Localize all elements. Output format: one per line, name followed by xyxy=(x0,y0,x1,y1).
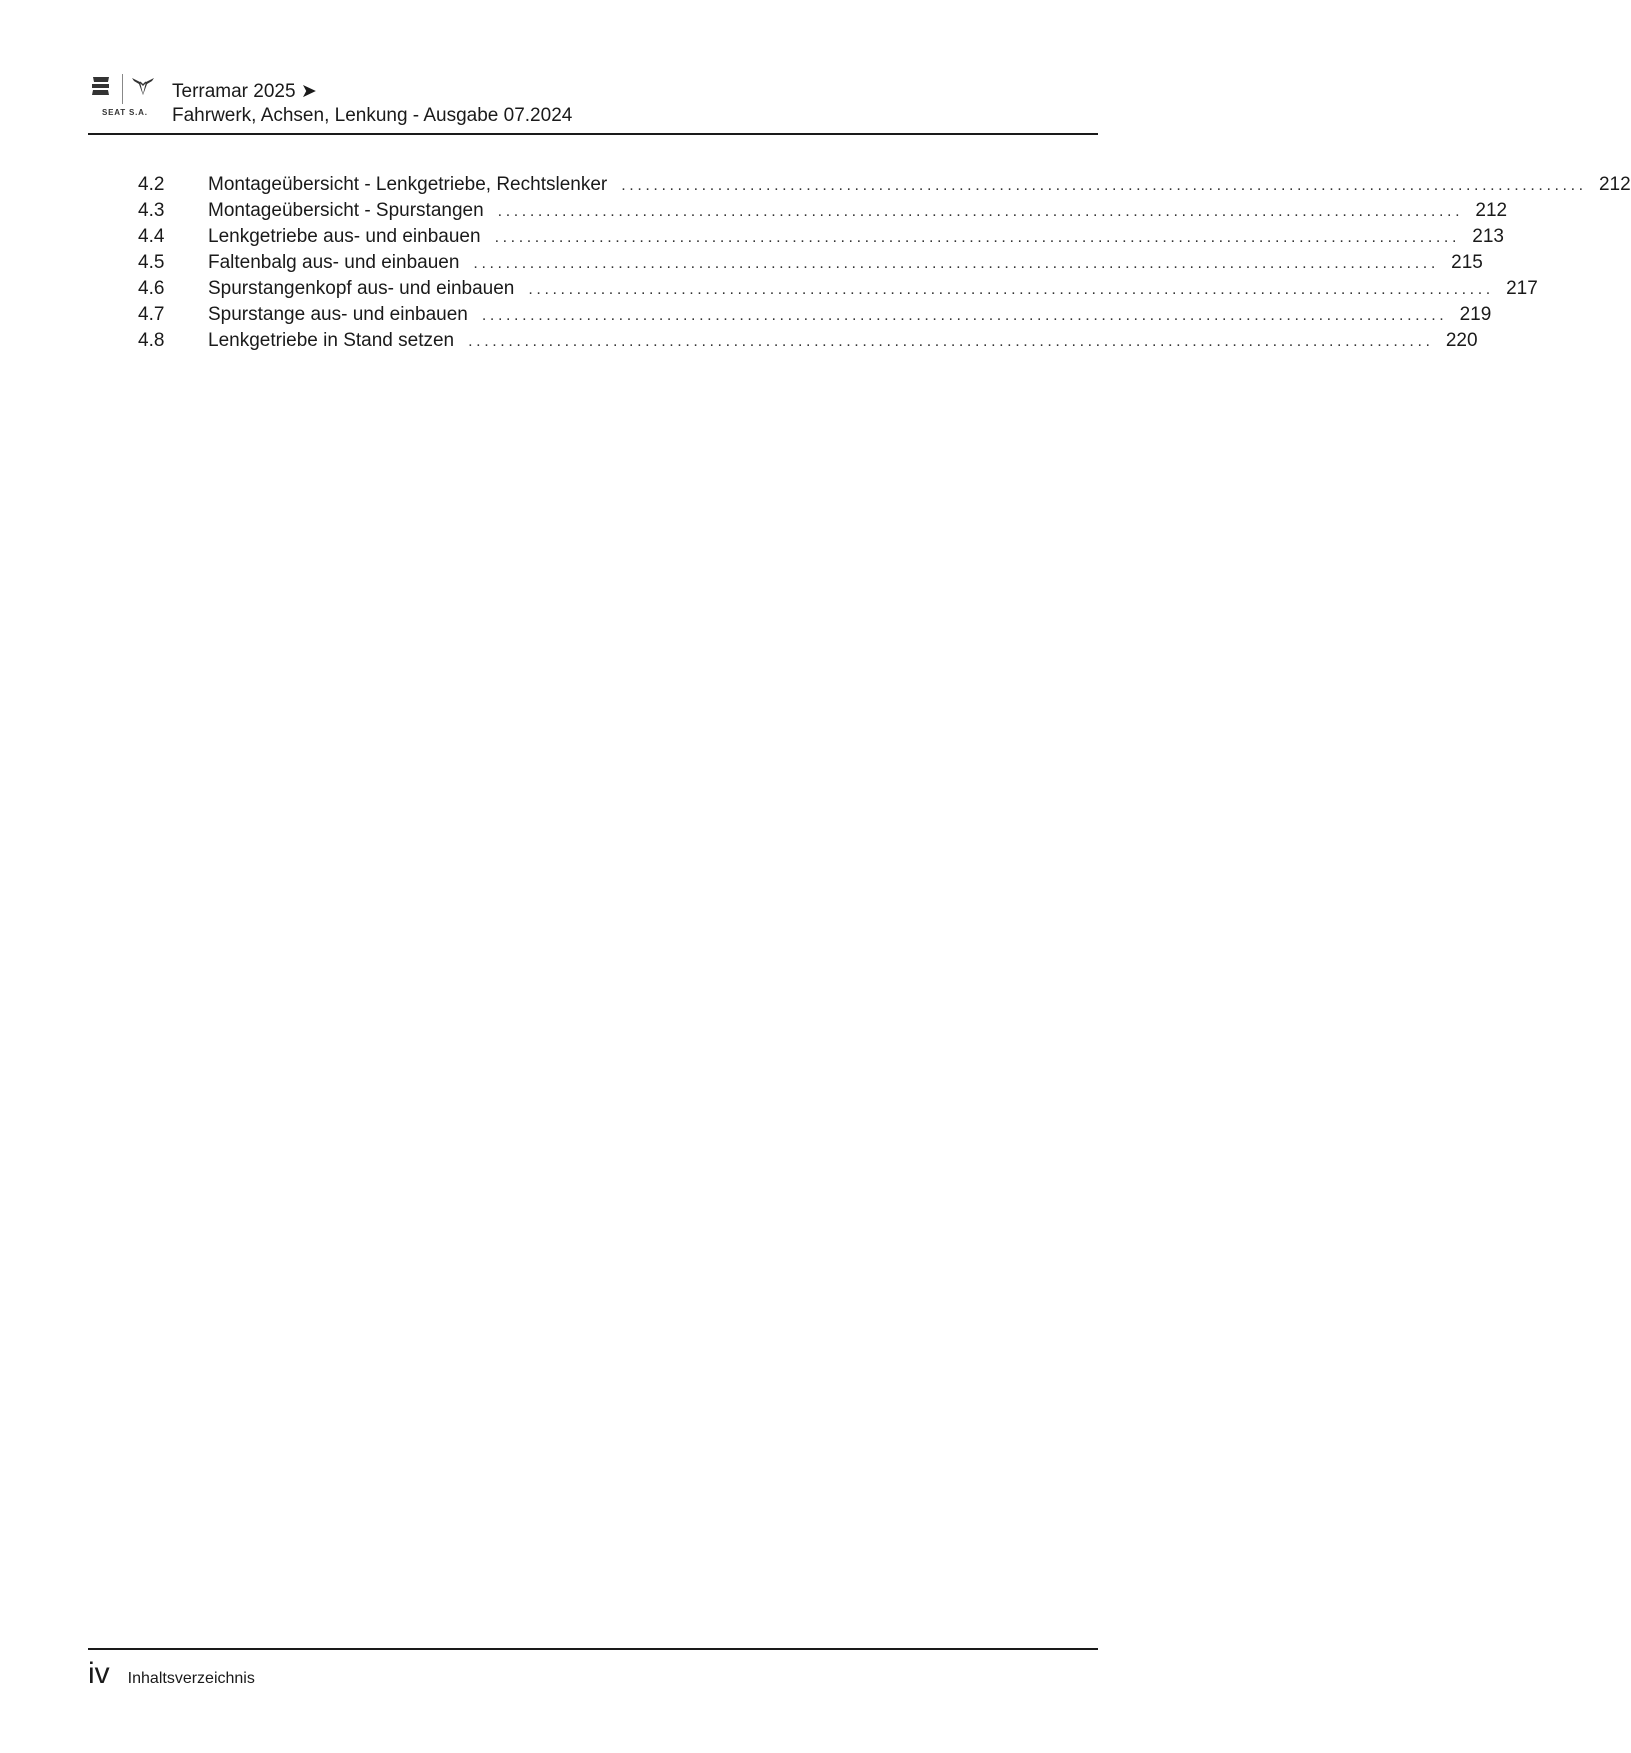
toc-title[interactable]: Spurstangenkopf aus- und einbauen xyxy=(208,278,515,299)
toc-page[interactable]: 220 xyxy=(1445,330,1478,351)
toc-leader: ........................................................................................................................ xyxy=(481,307,1448,324)
logo-text: SEAT S.A. xyxy=(102,108,148,117)
toc-number: 4.4 xyxy=(138,226,165,247)
toc-page[interactable]: 212 xyxy=(1598,174,1631,195)
toc-leader: ........................................................................................................................ xyxy=(473,255,1439,272)
toc-page[interactable]: 212 xyxy=(1475,200,1508,221)
toc-page[interactable]: 215 xyxy=(1451,252,1483,273)
toc-page[interactable]: 217 xyxy=(1506,278,1538,299)
toc-number: 4.5 xyxy=(138,252,165,273)
seat-cupra-logo xyxy=(88,74,158,124)
toc-leader: ........................................................................................................................ xyxy=(497,203,1464,220)
table-of-contents xyxy=(138,172,1631,354)
toc-number: 4.7 xyxy=(138,304,165,325)
toc-entry[interactable] xyxy=(138,302,1492,328)
toc-number: 4.3 xyxy=(138,200,165,221)
header-divider xyxy=(88,133,1098,135)
header-titles xyxy=(172,80,572,128)
toc-title[interactable]: Faltenbalg aus- und einbauen xyxy=(208,252,460,273)
toc-title[interactable]: Montageübersicht - Lenkgetriebe, Rechtslenker xyxy=(208,174,608,195)
toc-leader: ........................................................................................................................ xyxy=(494,229,1460,246)
toc-entry[interactable] xyxy=(138,198,1508,224)
toc-entry[interactable] xyxy=(138,250,1483,276)
toc-title[interactable]: Lenkgetriebe aus- und einbauen xyxy=(208,226,481,247)
page-header xyxy=(88,74,1098,134)
page-footer xyxy=(88,1656,255,1692)
document-title: Terramar 2025 ➤ xyxy=(172,81,317,102)
toc-page[interactable]: 219 xyxy=(1459,304,1492,325)
toc-entry[interactable] xyxy=(138,276,1538,302)
toc-number: 4.6 xyxy=(138,278,165,299)
cupra-logo-icon xyxy=(131,76,155,96)
seat-logo-icon xyxy=(91,76,110,96)
toc-number: 4.2 xyxy=(138,174,165,195)
footer-page-number: iv xyxy=(88,1657,110,1690)
toc-title[interactable]: Lenkgetriebe in Stand setzen xyxy=(208,330,455,351)
toc-number: 4.8 xyxy=(138,330,165,351)
toc-entry[interactable] xyxy=(138,328,1478,354)
toc-leader: ........................................................................................................................ xyxy=(528,281,1494,298)
document-subtitle: Fahrwerk, Achsen, Lenkung - Ausgabe 07.2024 xyxy=(172,105,573,126)
toc-entry[interactable] xyxy=(138,224,1504,250)
toc-page[interactable]: 213 xyxy=(1472,226,1504,247)
footer-divider xyxy=(88,1648,1098,1650)
toc-entry[interactable] xyxy=(138,172,1631,198)
toc-title[interactable]: Montageübersicht - Spurstangen xyxy=(208,200,484,221)
logo-separator xyxy=(122,74,123,104)
footer-section-label: Inhaltsverzeichnis xyxy=(127,1670,255,1687)
toc-leader: ........................................................................................................................ xyxy=(621,177,1587,194)
toc-leader: ........................................................................................................................ xyxy=(468,333,1434,350)
toc-title[interactable]: Spurstange aus- und einbauen xyxy=(208,304,468,325)
